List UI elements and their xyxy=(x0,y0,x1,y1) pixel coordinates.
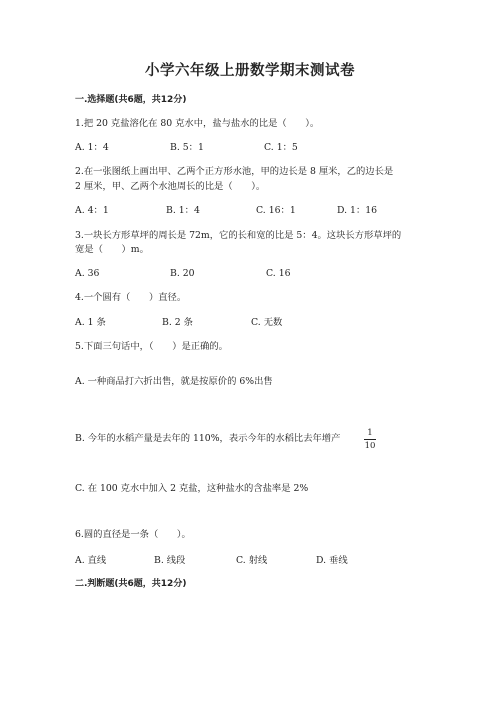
q4-option-c: C. 无数 xyxy=(251,317,283,328)
question-3-text-line1: 3.一块长方形草坪的周长是 72m，它的长和宽的比是 5：4。这块长方形草坪的 xyxy=(75,230,402,241)
q2-option-d: D. 1：16 xyxy=(337,205,378,216)
q4-option-b: B. 2 条 xyxy=(162,317,193,328)
fraction-numerator: 1 xyxy=(367,428,373,438)
q5-option-c: C. 在 100 克水中加入 2 克盐，这种盐水的含盐率是 2% xyxy=(75,483,309,494)
q6-option-b: B. 线段 xyxy=(154,555,186,566)
q6-option-c: C. 射线 xyxy=(236,555,268,566)
q6-option-d: D. 垂线 xyxy=(316,555,348,566)
section-heading-judgment: 二.判断题(共6题，共12分) xyxy=(75,579,187,589)
question-2-text-line2: 2 厘米，甲、乙两个水池周长的比是（ ）。 xyxy=(75,181,266,192)
q1-option-a: A. 1：4 xyxy=(75,142,109,153)
q5-option-b: B. 今年的水稻产量是去年的 110%，表示今年的水稻比去年增产 xyxy=(75,433,341,444)
q1-option-b: B. 5：1 xyxy=(170,142,204,153)
question-4-text: 4.一个圆有（ ）直径。 xyxy=(75,292,187,303)
question-1-text: 1.把 20 克盐溶化在 80 克水中，盐与盐水的比是（ ）。 xyxy=(75,118,320,129)
question-2-text-line1: 2.在一张图纸上画出甲、乙两个正方形水池，甲的边长是 8 厘米，乙的边长是 xyxy=(75,166,394,177)
question-5-text: 5.下面三句话中，（ ）是正确的。 xyxy=(75,341,228,352)
q2-option-a: A. 4：1 xyxy=(75,205,109,216)
q1-option-c: C. 1：5 xyxy=(264,142,298,153)
q4-option-a: A. 1 条 xyxy=(75,317,106,328)
q3-option-a: A. 36 xyxy=(75,268,100,279)
page-title: 小学六年级上册数学期末测试卷 xyxy=(145,62,355,79)
question-6-text: 6.圆的直径是一条（ ）。 xyxy=(75,529,191,540)
q2-option-b: B. 1：4 xyxy=(166,205,200,216)
fraction-bar xyxy=(364,439,376,440)
q3-option-b: B. 20 xyxy=(170,268,195,279)
q5-option-a: A. 一种商品打六折出售，就是按原价的 6%出售 xyxy=(75,376,273,387)
q2-option-c: C. 16：1 xyxy=(256,205,296,216)
question-3-text-line2: 宽是（ ）m。 xyxy=(75,244,149,255)
fraction-denominator: 10 xyxy=(364,441,376,451)
q6-option-a: A. 直线 xyxy=(75,555,107,566)
q3-option-c: C. 16 xyxy=(266,268,291,279)
q5-fraction xyxy=(362,428,378,451)
section-heading-choice: 一.选择题(共6题，共12分) xyxy=(75,95,187,105)
